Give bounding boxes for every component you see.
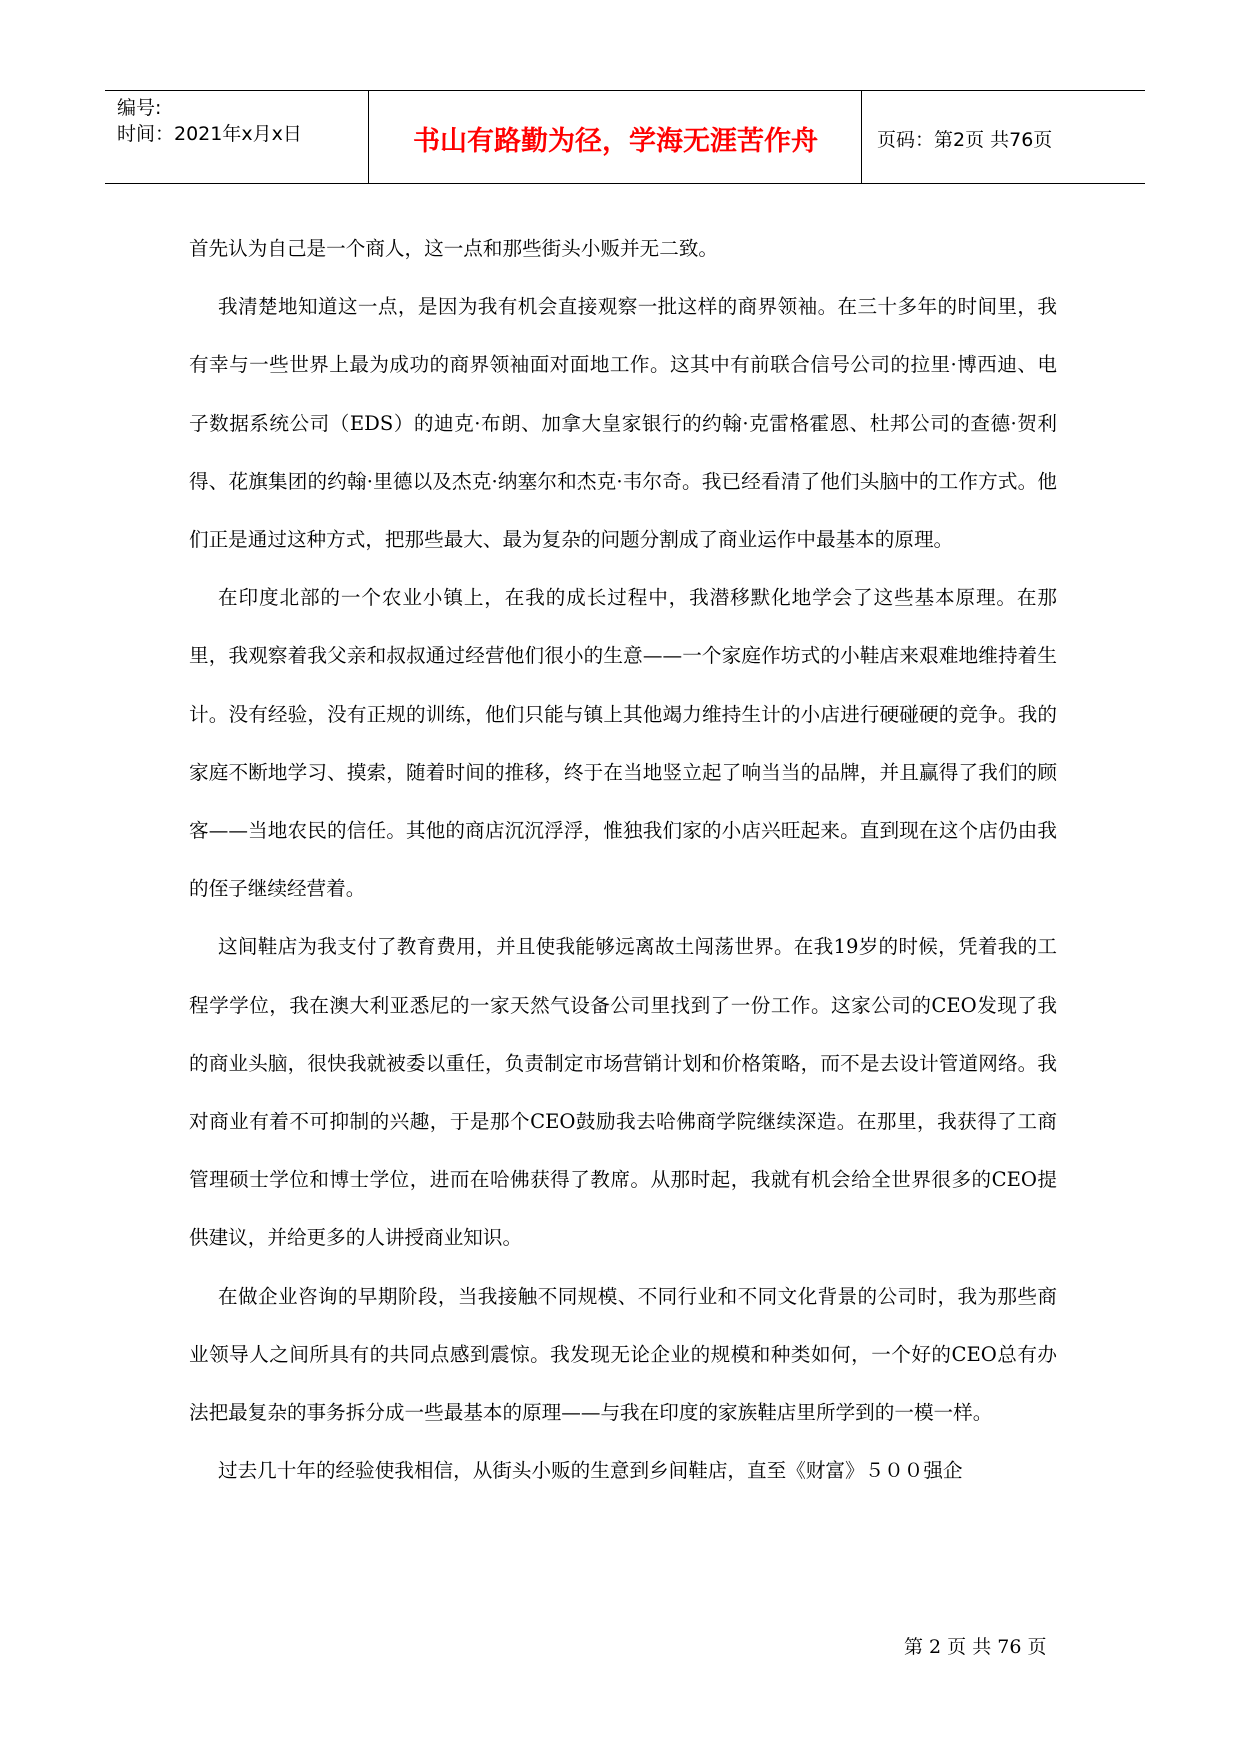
- number-label: 编号:: [117, 97, 162, 119]
- header-center-cell: [370, 91, 862, 183]
- header-left-cell: [105, 91, 369, 183]
- paragraph: 这间鞋店为我支付了教育费用，并且使我能够远离故土闯荡世界。在我19岁的时候，凭着我的工程学学位，我在澳大利亚悉尼的一家天然气设备公司里找到了一份工作。这家公司的CEO发现了我的商业头脑，很快我就被委以重任，负责制定市场营销计划和价格策略，而不是去设计管道网络。我对商业有着不可抑制的兴趣，于是那个CEO鼓励我去哈佛商学院继续深造。在那里，我获得了工商管理硕士学位和博士学位，进而在哈佛获得了教席。从那时起，我就有机会给全世界很多的CEO提供建议，并给更多的人讲授商业知识。: [189, 935, 1057, 1250]
- paragraph: 首先认为自己是一个商人，这一点和那些街头小贩并无二致。: [189, 237, 719, 260]
- header-table: [105, 90, 1145, 184]
- paragraph: 我清楚地知道这一点，是因为我有机会直接观察一批这样的商界领袖。在三十多年的时间里，我有幸与一些世界上最为成功的商界领袖面对面地工作。这其中有前联合信号公司的拉里·博西迪、电子数据系统公司（EDS）的迪克·布朗、加拿大皇家银行的约翰·克雷格霍恩、杜邦公司的查德·贺利得、花旗集团的约翰·里德以及杰克·纳塞尔和杰克·韦尔奇。我已经看清了他们头脑中的工作方式。他们正是通过这种方式，把那些最大、最为复杂的问题分割成了商业运作中最基本的原理。: [189, 295, 1057, 552]
- page-info: 页码：第2页 共76页: [877, 129, 1053, 151]
- time-label: 时间：2021年x月x日: [117, 123, 302, 145]
- paragraph: 在做企业咨询的早期阶段，当我接触不同规模、不同行业和不同文化背景的公司时，我为那些商业领导人之间所具有的共同点感到震惊。我发现无论企业的规模和种类如何，一个好的CEO总有办法把最复杂的事务拆分成一些最基本的原理——与我在印度的家族鞋店里所学到的一模一样。: [189, 1284, 1057, 1425]
- document-body: [189, 220, 1057, 1500]
- paragraph: 过去几十年的经验使我相信，从街头小贩的生意到乡间鞋店，直至《财富》５００强企: [218, 1459, 963, 1483]
- header-right-cell: [863, 91, 1145, 183]
- page-footer: 第 2 页 共 76 页: [904, 1636, 1047, 1658]
- motto: 书山有路勤为径，学海无涯苦作舟: [413, 126, 818, 157]
- paragraph: 在印度北部的一个农业小镇上，在我的成长过程中，我潜移默化地学会了这些基本原理。在那里，我观察着我父亲和叔叔通过经营他们很小的生意——一个家庭作坊式的小鞋店来艰难地维持着生计。没有经验，没有正规的训练，他们只能与镇上其他竭力维持生计的小店进行硬碰硬的竞争。我的家庭不断地学习、摸索，随着时间的推移，终于在当地竖立起了响当当的品牌，并且赢得了我们的顾客——当地农民的信任。其他的商店沉沉浮浮，惟独我们家的小店兴旺起来。直到现在这个店仍由我的侄子继续经营着。: [189, 586, 1057, 901]
